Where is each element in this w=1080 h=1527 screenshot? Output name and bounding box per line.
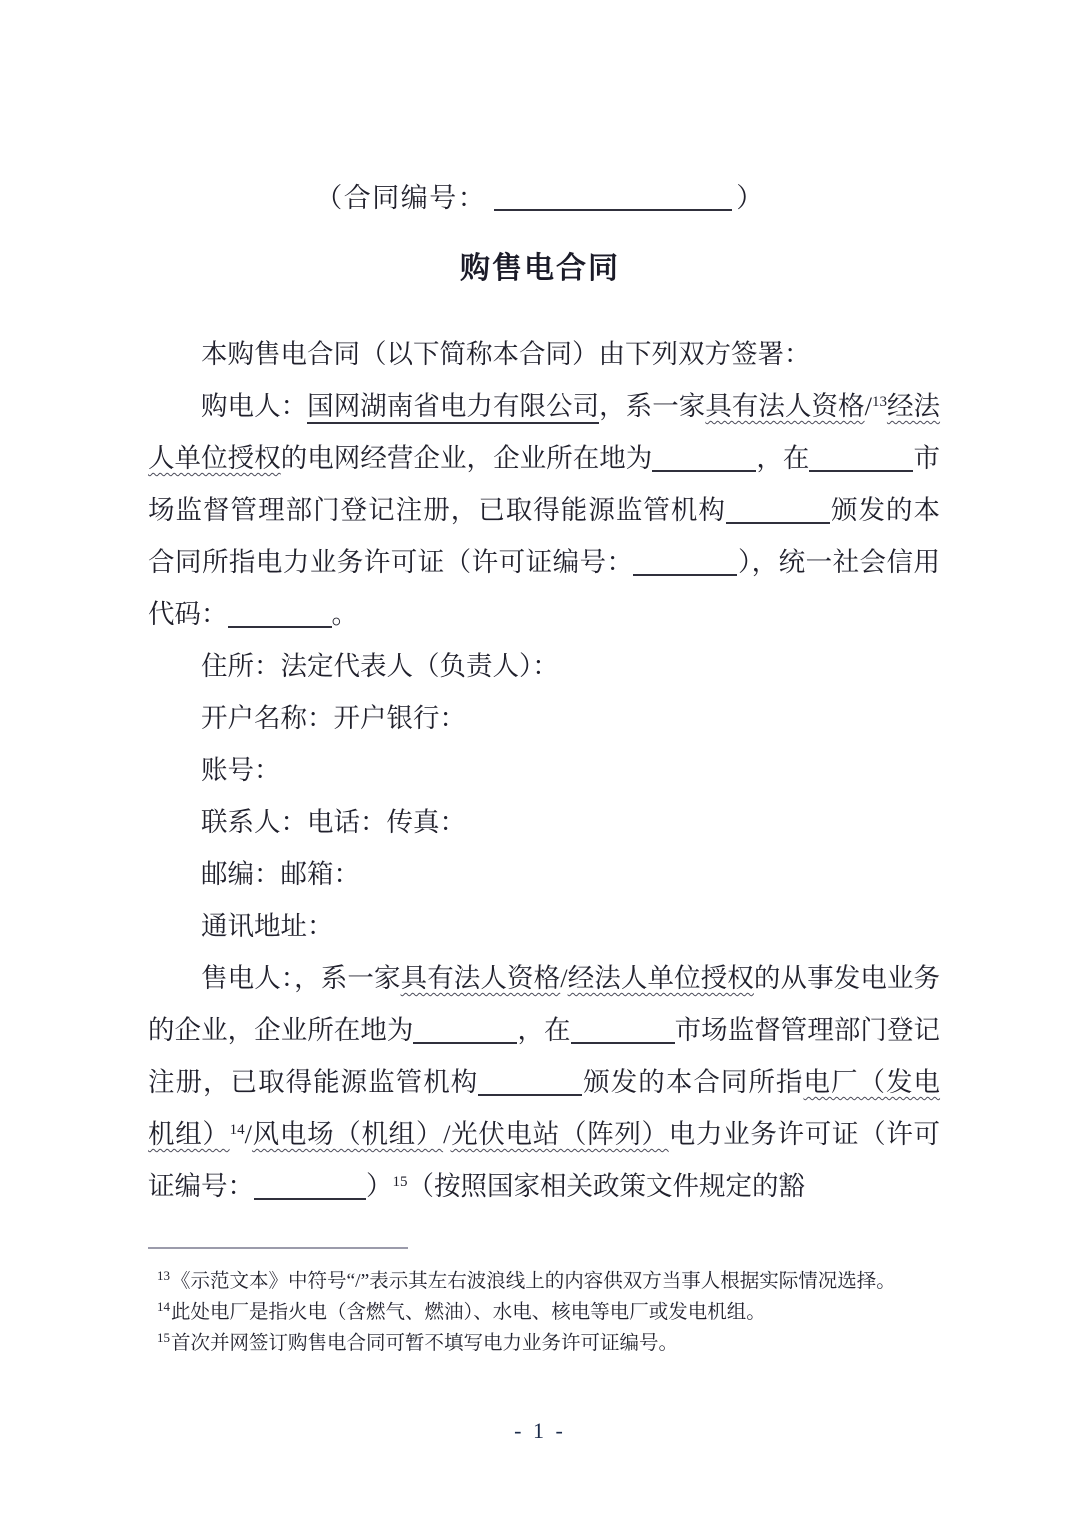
seller-location-blank[interactable] — [413, 1042, 517, 1044]
seller-option-authorized[interactable]: 经法人单位授权 — [567, 963, 754, 993]
buyer-credit-code-blank[interactable] — [228, 626, 332, 628]
buyer-field-account-number[interactable]: 账号： — [201, 755, 281, 785]
buyer-field-mailing-address[interactable]: 通讯地址： — [201, 911, 334, 941]
seller-seg-3: 市场监督管理部门登记注册，已取得能源监管机构 — [148, 1015, 941, 1097]
footnote-marker: 14 — [157, 1299, 170, 1314]
footnote-list — [157, 1266, 947, 1359]
page-title — [0, 243, 1080, 287]
footnote-item — [157, 1266, 947, 1297]
footnote-item — [157, 1328, 947, 1359]
contract-number-label: （合同编号： — [315, 183, 487, 213]
buyer-option-legal-person[interactable]: 具有法人资格 — [705, 391, 865, 421]
contract-number-close-paren: ） — [736, 183, 765, 213]
footnote-text: 此处电厂是指火电（含燃气、燃油）、水电、核电等电厂或发电机组。 — [171, 1302, 766, 1323]
seller-regulator-blank[interactable] — [478, 1094, 582, 1096]
footnote-text: 《示范文本》中符号“/”表示其左右波浪线上的内容供双方当事人根据实际情况选择。 — [171, 1271, 896, 1292]
seller-option-solar-station[interactable]: 光伏电站（阵列） — [450, 1119, 669, 1149]
buyer-seg-1: 的电网经营企业，企业所在地为 — [280, 443, 653, 473]
seller-option-power-plant[interactable]: 电厂（发电机组） — [148, 1067, 941, 1149]
seller-registry-blank[interactable] — [571, 1042, 675, 1044]
buyer-field-contact[interactable]: 联系人：电话：传真： — [201, 807, 466, 837]
buyer-license-number-blank[interactable] — [633, 574, 737, 576]
buyer-seg-4: 颁发的本合同所指电力业务许可证（许可证编号： — [148, 495, 941, 577]
footnote-marker: 15 — [157, 1330, 170, 1345]
title-part-2: 合同 — [556, 252, 620, 285]
seller-paragraph — [148, 952, 940, 1212]
seller-slash-1: / — [560, 963, 568, 993]
seller-slash-2: / — [244, 1119, 252, 1149]
buyer-field-postcode-email[interactable]: 邮编：邮箱： — [201, 859, 360, 889]
footnote-ref-14[interactable]: 14 — [229, 1122, 245, 1138]
buyer-field-address[interactable]: 住所：法定代表人（负责人）： — [201, 651, 559, 681]
seller-seg-after-name: ，系一家 — [294, 963, 401, 993]
document-body — [148, 328, 940, 1212]
seller-seg-5: 电力业务许可证（许可证编号： — [148, 1119, 941, 1201]
seller-license-number-blank[interactable] — [254, 1198, 366, 1200]
footnote-item — [157, 1297, 947, 1328]
buyer-seg-3: 市场监督管理部门登记注册，已取得能源监管机构 — [148, 443, 941, 525]
contract-number-header — [0, 176, 1080, 215]
footnote-marker: 13 — [157, 1268, 170, 1283]
seller-slash-3: / — [443, 1119, 451, 1149]
page-number: - 1 - — [514, 1418, 566, 1443]
buyer-location-blank[interactable] — [652, 470, 756, 472]
seller-seg-7: （按照国家相关政策文件规定的豁 — [407, 1171, 805, 1201]
seller-seg-2: ，在 — [517, 1015, 571, 1045]
seller-seg-1: 的从事发电业务的企业，企业所在地为 — [148, 963, 941, 1045]
seller-option-legal-person[interactable]: 具有法人资格 — [400, 963, 561, 993]
buyer-name[interactable]: 国网湖南省电力有限公司 — [307, 391, 599, 424]
contract-number-blank[interactable] — [494, 209, 732, 211]
buyer-slash: / — [864, 391, 872, 421]
seller-option-wind-farm[interactable]: 风电场（机组） — [251, 1119, 444, 1149]
buyer-seg-2: ，在 — [756, 443, 810, 473]
footnote-ref-13[interactable]: 13 — [871, 394, 887, 410]
footnote-separator — [148, 1247, 408, 1249]
footnote-ref-15[interactable]: 15 — [392, 1174, 408, 1190]
seller-seg-6: ） — [366, 1171, 393, 1201]
seller-label: 售电人： — [201, 963, 295, 993]
seller-seg-4: 颁发的本合同所指 — [582, 1067, 804, 1097]
buyer-seg-after-name: ，系一家 — [599, 391, 706, 421]
intro-text: 本购售电合同（以下简称本合同）由下列双方签署： — [201, 339, 811, 369]
buyer-option-authorized[interactable]: 经法人单位授权 — [148, 391, 941, 473]
buyer-seg-5: ），统一社会信用代码： — [148, 547, 941, 629]
buyer-field-account-name[interactable]: 开户名称：开户银行： — [201, 703, 466, 733]
buyer-regulator-blank[interactable] — [726, 522, 830, 524]
title-part-1: 购售 — [460, 252, 524, 285]
footnote-text: 首次并网签订购售电合同可暂不填写电力业务许可证编号。 — [171, 1333, 679, 1354]
title-emphasis-char: 电 — [524, 252, 556, 285]
buyer-registry-blank[interactable] — [809, 470, 913, 472]
intro-paragraph — [148, 328, 940, 380]
buyer-label: 购电人： — [201, 391, 308, 421]
buyer-paragraph — [148, 380, 940, 640]
buyer-seg-6: 。 — [331, 599, 358, 629]
